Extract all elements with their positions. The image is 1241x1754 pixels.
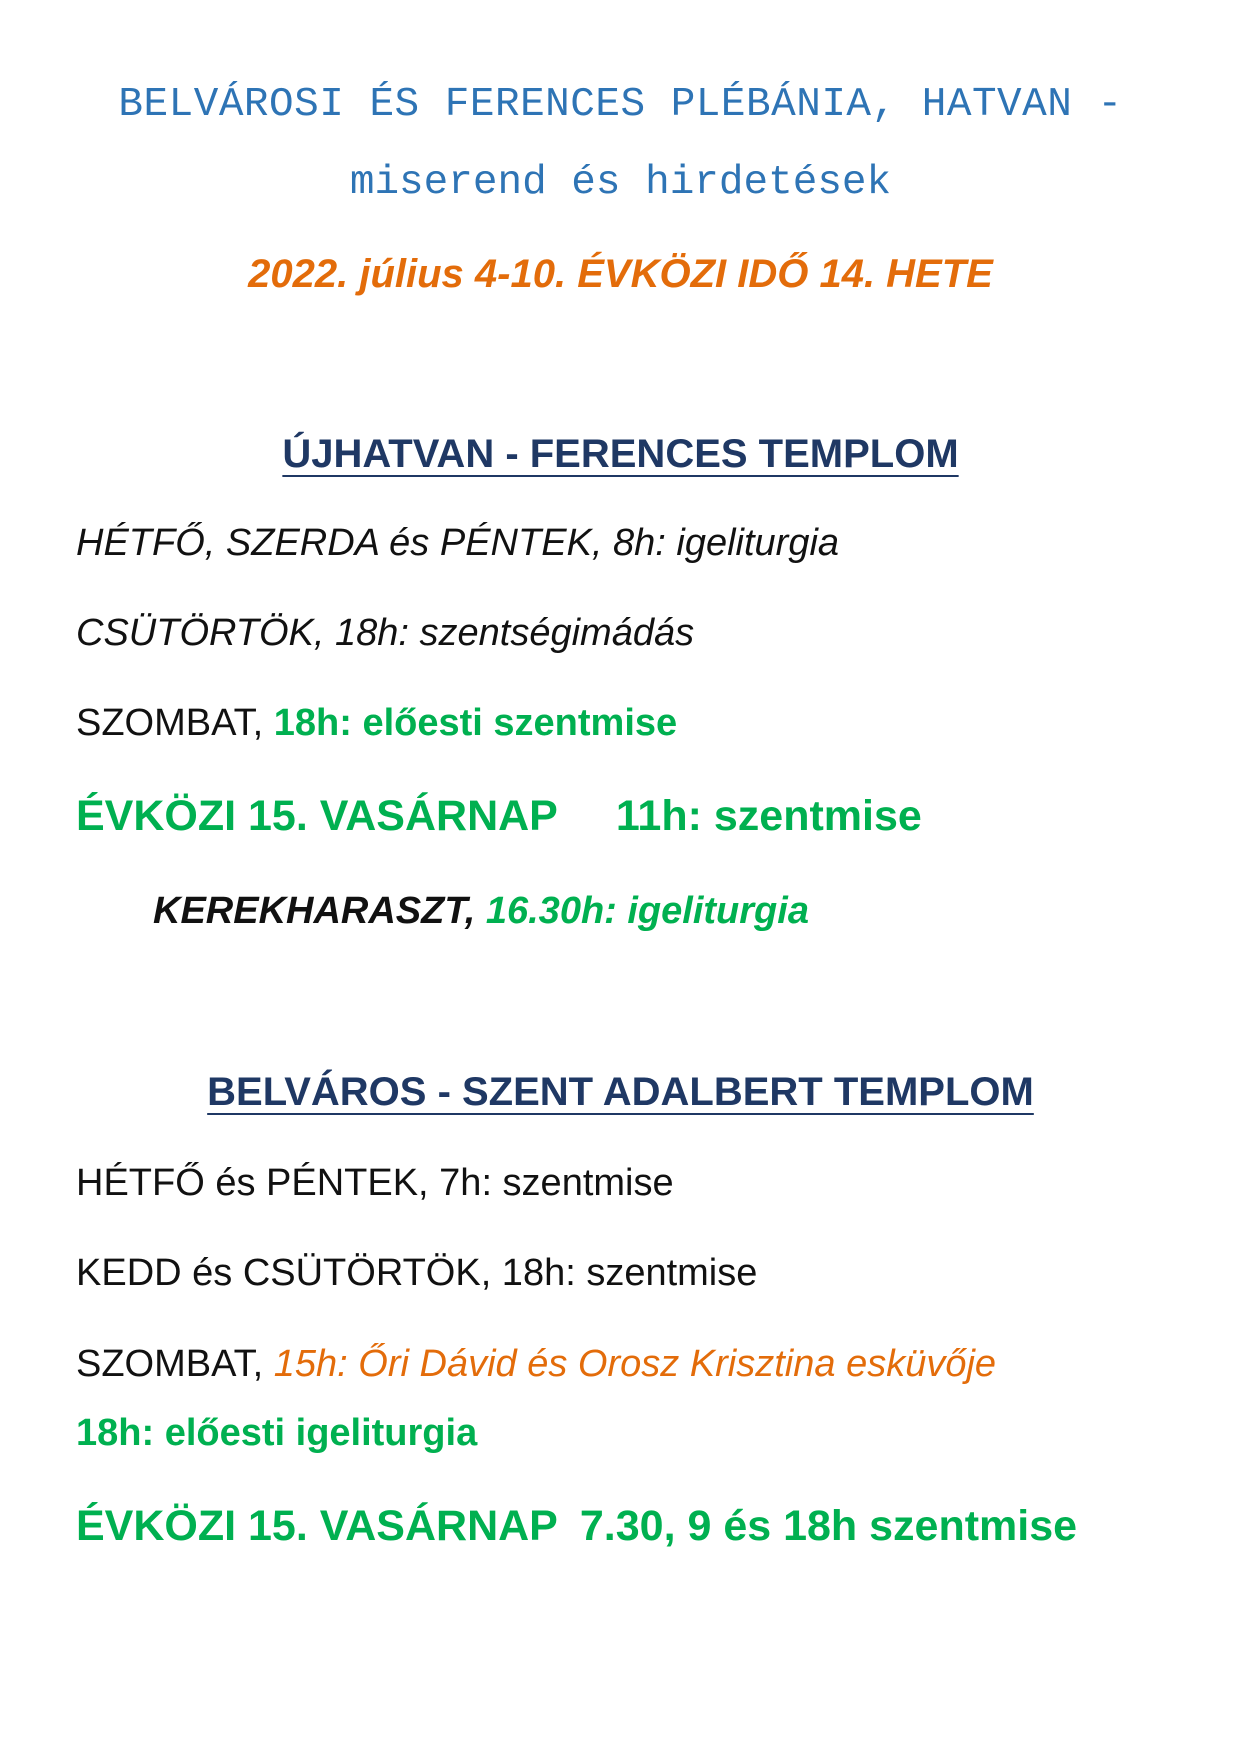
schedule-event: 7.30, 9 és 18h szentmise bbox=[579, 1502, 1078, 1550]
schedule-place: KEREKHARASZT, bbox=[153, 890, 486, 932]
schedule-event: 11h: szentmise bbox=[615, 792, 922, 840]
section-heading-label: ÚJHATVAN - FERENCES TEMPLOM bbox=[282, 432, 959, 476]
schedule-event: 16.30h: igeliturgia bbox=[485, 890, 809, 932]
schedule-line: HÉTFŐ és PÉNTEK, 7h: szentmise bbox=[76, 1162, 674, 1204]
section-heading-ujhatvan bbox=[0, 432, 1241, 477]
schedule-line: HÉTFŐ, SZERDA és PÉNTEK, 8h: igeliturgia bbox=[76, 522, 840, 564]
sunday-line bbox=[76, 1502, 1077, 1551]
parish-title: BELVÁROSI ÉS FERENCES PLÉBÁNIA, HATVAN - bbox=[118, 82, 1123, 128]
schedule-day: ÉVKÖZI 15. VASÁRNAP bbox=[76, 1502, 558, 1550]
schedule-day: SZOMBAT, bbox=[76, 702, 274, 744]
sunday-line bbox=[76, 792, 922, 841]
schedule-day: SZOMBAT, bbox=[76, 1343, 274, 1385]
schedule-line bbox=[153, 890, 809, 933]
week-title: 2022. július 4-10. ÉVKÖZI IDŐ 14. HETE bbox=[248, 252, 993, 296]
section-heading-label: BELVÁROS - SZENT ADALBERT TEMPLOM bbox=[207, 1070, 1034, 1114]
schedule-line bbox=[76, 1343, 996, 1386]
wedding-event: 15h: Őri Dávid és Orosz Krisztina esküvője bbox=[273, 1343, 997, 1385]
parish-subtitle: miserend és hirdetések bbox=[349, 160, 892, 206]
schedule-line: CSÜTÖRTÖK, 18h: szentségimádás bbox=[76, 612, 695, 654]
section-heading-belvaros bbox=[0, 1070, 1241, 1115]
schedule-line: KEDD és CSÜTÖRTÖK, 18h: szentmise bbox=[76, 1252, 758, 1294]
schedule-line: 18h: előesti igeliturgia bbox=[76, 1412, 478, 1454]
schedule-event: 18h: előesti szentmise bbox=[273, 702, 678, 744]
schedule-line bbox=[76, 702, 677, 745]
schedule-day: ÉVKÖZI 15. VASÁRNAP bbox=[76, 792, 558, 840]
